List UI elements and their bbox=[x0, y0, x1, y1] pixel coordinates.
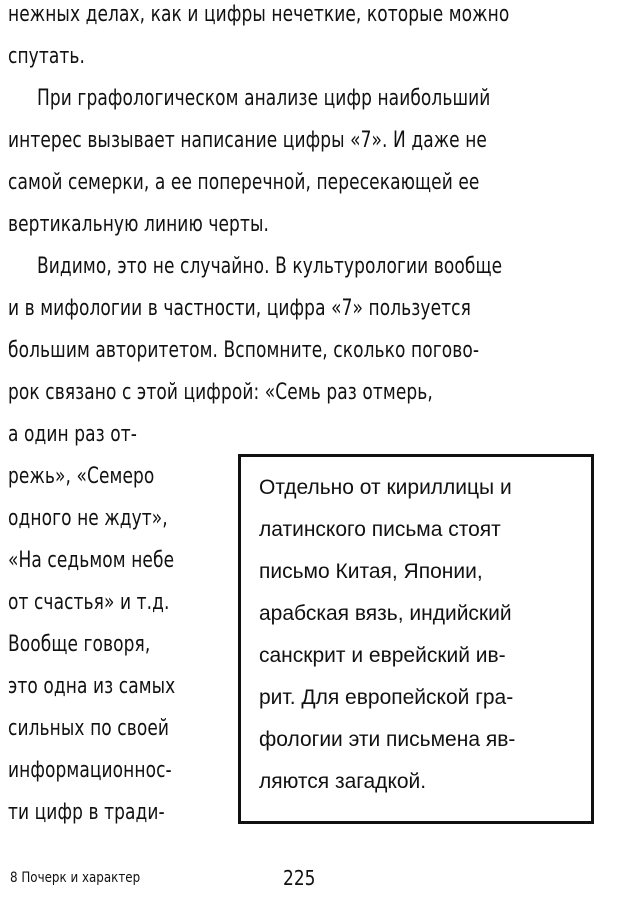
text-line: интерес вызывает написание цифры «7». И даже не bbox=[8, 128, 487, 153]
text-line: а один раз от- bbox=[8, 422, 137, 447]
box-line: письмо Китая, Японии, bbox=[259, 560, 483, 583]
text-line: вертикальную линию черты. bbox=[8, 212, 269, 237]
box-line: Отдельно от кириллицы и bbox=[259, 476, 512, 499]
text-line: это одна из самых bbox=[8, 674, 176, 699]
text-line: режь», «Семеро bbox=[8, 464, 155, 489]
running-title: 8 Почерк и характер bbox=[10, 870, 141, 886]
text-line: сильных по своей bbox=[8, 716, 170, 741]
text-line: Вообще говоря, bbox=[8, 632, 151, 657]
text-line: Видимо, это не случайно. В культурологии вообще bbox=[37, 254, 503, 279]
text-line: При графологическом анализе цифр наибольший bbox=[37, 86, 491, 111]
text-line: спутать. bbox=[8, 44, 85, 69]
text-line: информационнос- bbox=[8, 758, 172, 783]
text-line: одного не ждут», bbox=[8, 506, 168, 531]
box-line: латинского письма стоят bbox=[259, 518, 501, 541]
text-line: большим авторитетом. Вспомните, сколько погово- bbox=[8, 338, 480, 363]
box-line: фологии эти письмена яв- bbox=[259, 728, 516, 751]
text-line: рок связано с этой цифрой: «Семь раз отмерь, bbox=[8, 380, 433, 405]
text-line: нежных делах, как и цифры нечеткие, которые можно bbox=[8, 2, 510, 27]
page-number: 225 bbox=[283, 866, 316, 890]
box-line: арабская вязь, индийский bbox=[259, 602, 512, 625]
box-line: ляются загадкой. bbox=[259, 770, 427, 793]
box-line: санскрит и еврейский ив- bbox=[259, 644, 506, 667]
text-line: ти цифр в тради- bbox=[8, 800, 165, 825]
text-line: и в мифологии в частности, цифра «7» пользуется bbox=[8, 296, 471, 321]
box-line: рит. Для европейской гра- bbox=[259, 686, 514, 709]
text-line: от счастья» и т.д. bbox=[8, 590, 170, 615]
text-line: «На седьмом небе bbox=[8, 548, 175, 573]
sidebar-box bbox=[238, 454, 594, 824]
text-line: самой семерки, а ее поперечной, пересекающей ее bbox=[8, 170, 480, 195]
